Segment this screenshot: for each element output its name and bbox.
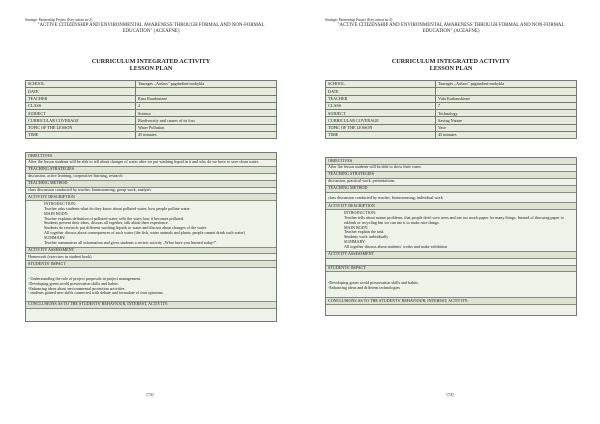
info-value: Tauragės „Aušros" pagrindinė mokykla: [436, 81, 577, 88]
conclusions-label: CONCLUSIONS AS TO THE STUDENTS' BEHAVIOUR, INTEREST, ACTIVITY:: [26, 302, 276, 309]
main-step: Students present their ideas, discuss all together, talk about their experience.: [44, 220, 169, 226]
strategies-text: discussion, practical work, presentations.: [326, 179, 576, 186]
info-row: [326, 117, 577, 124]
info-value: Vase: [436, 124, 577, 131]
info-table: [25, 80, 277, 139]
assessment-label: ACTIVITY ASSESSMENT: [326, 252, 576, 259]
info-key: SUBJECT: [326, 110, 436, 117]
info-key: CURRICULAR COVERAGE: [26, 117, 136, 124]
lesson-details: [25, 152, 277, 322]
info-value: Vida Karbauskienė: [436, 95, 577, 102]
info-key: CLASS: [26, 102, 136, 109]
info-value: [436, 88, 577, 95]
info-row: [326, 95, 577, 102]
activity-description: [26, 201, 276, 247]
objectives-label: OBJECTIVES: [26, 153, 276, 160]
info-key: SUBJECT: [26, 110, 136, 117]
info-value: 45 minutes: [436, 132, 577, 139]
project-title: "ACTIVE CITIZENSHIP AND ENVIRONMENTAL AWARENESS THROUGH FORMAL AND NON-FORMAL EDUCATION" (ACEAFNE): [337, 23, 565, 34]
info-value: [136, 88, 277, 95]
info-value: 45 minutes: [136, 132, 277, 139]
info-row: [26, 132, 277, 139]
impact-item: - students gained new skills connected with debate and formulate of own opinions;: [28, 290, 164, 296]
info-value: Science: [136, 110, 277, 117]
heading-lesson-plan: LESSON PLAN: [429, 65, 473, 73]
intro-text: Teacher tells about nature problems, that people don't save trees and use too much paper for many things. Instead of throwing paper to rubbish or recycling bin we can use it to make nice things.: [344, 214, 564, 225]
info-value: Tauragės „Aušros" pagrindinė mokykla: [136, 81, 277, 88]
project-line: Strategic Partnership Project (Key action no 2): [25, 18, 93, 22]
page-number: [74]: [446, 392, 454, 397]
info-row: [326, 88, 577, 95]
strategies-text: discussion, active learning, cooperative learning, research: [26, 174, 276, 181]
activity-label: ACTIVITY DESCRIPTION: [26, 194, 276, 201]
strategies-label: TEACHING STRATEGIES: [26, 167, 276, 174]
info-key: TIME: [326, 132, 436, 139]
conclusions-text: [326, 305, 576, 315]
info-row: [26, 117, 277, 124]
impact-label: STUDENTS' IMPACT: [326, 266, 576, 273]
assessment-text: Homework (exercises in student book): [26, 254, 276, 261]
info-row: [26, 102, 277, 109]
info-key: DATE: [326, 88, 436, 95]
info-row: [326, 102, 577, 109]
impact-item: -Enhancing ideas about environmental protection activities.: [28, 285, 126, 291]
conclusions-label: CONCLUSIONS AS TO THE STUDENTS' BEHAVIOUR, INTEREST, ACTIVITY:: [326, 298, 576, 305]
info-value: 2: [136, 102, 277, 109]
heading-lesson-plan: LESSON PLAN: [129, 65, 173, 73]
project-line: Strategic Partnership Project (Key action no 2): [325, 18, 393, 22]
right-page: [300, 0, 600, 424]
objectives-label: OBJECTIVES: [326, 158, 576, 165]
summary-text: All together discuss about students' works and make exhibition: [344, 244, 448, 250]
info-row: [326, 132, 577, 139]
objectives-text: After the lesson students will be able to show their vases: [326, 165, 576, 172]
impact-item: -Developing green world preservation skills and habits.: [28, 280, 119, 286]
method-text: class discussion conducted by teacher, brainstorming, individual work: [326, 193, 576, 204]
info-table: [325, 80, 577, 139]
impact-item: -Enhancing ideas and different technologies: [328, 284, 400, 290]
info-row: [26, 95, 277, 102]
main-step: Students do research: put different washing liquids to water and discuss about changes of the water.: [44, 225, 207, 231]
info-key: TOPIC OF THE LESSON: [26, 124, 136, 131]
assessment-label: ACTIVITY ASSESSMENT: [26, 248, 276, 255]
info-key: SCHOOL: [26, 81, 136, 88]
info-value: Water Pollution: [136, 124, 277, 131]
main-label: MAIN BODY:: [344, 224, 369, 230]
info-key: TEACHER: [326, 95, 436, 102]
info-key: CURRICULAR COVERAGE: [326, 117, 436, 124]
info-row: [26, 81, 277, 88]
info-row: [26, 124, 277, 131]
info-value: Saving Nature: [436, 117, 577, 124]
heading-activity: CURRICULUM INTEGRATED ACTIVITY: [91, 58, 211, 65]
info-row: [326, 110, 577, 117]
summary-label: SUMMARY:: [44, 235, 66, 241]
info-key: TOPIC OF THE LESSON: [326, 124, 436, 131]
strategies-label: TEACHING STRATEGIES: [326, 172, 576, 179]
main-step: Students work individually: [344, 234, 389, 240]
lesson-details: [325, 157, 577, 316]
method-label: TEACHING METHOD: [26, 181, 276, 188]
info-value: Rasa Raudonienė: [136, 95, 277, 102]
summary-text: Teacher summarises all information and gives students a review activity „What have you learned today?".: [44, 240, 218, 246]
info-key: SCHOOL: [326, 81, 436, 88]
objectives-text: After the lesson students will be able to tell about changes of water after we put washing liquid in it and why do we have to save clean water.: [26, 160, 276, 167]
impact-list: [26, 268, 276, 302]
page-number: [73]: [146, 392, 154, 397]
activity-description: [326, 210, 576, 251]
main-label: MAIN BODY:: [44, 210, 69, 216]
conclusions-text: [26, 309, 276, 321]
info-row: [26, 110, 277, 117]
impact-list: [326, 272, 576, 298]
info-value: 7: [436, 102, 577, 109]
doc-title: [325, 58, 577, 72]
heading-activity: CURRICULUM INTEGRATED ACTIVITY: [391, 58, 511, 65]
info-value: Technology: [436, 110, 577, 117]
doc-title: [25, 58, 277, 72]
impact-label: STUDENTS' IMPACT: [26, 261, 276, 268]
main-step: All together discuss about consequences of such water (the fish, water animals and plants, people cannot drink such water): [44, 230, 245, 236]
info-value: Biodiversity and causes of its loss: [136, 117, 277, 124]
main-step: Teacher explain the task: [344, 229, 384, 235]
intro-text: Teacher asks students what do they know about polluted water, how people pollute water.: [44, 205, 191, 211]
intro-label: INTRODUCTION:: [344, 209, 377, 215]
activity-label: ACTIVITY DESCRIPTION: [326, 203, 576, 210]
project-title: "ACTIVE CITIZENSHIP AND ENVIRONMENTAL AWARENESS THROUGH FORMAL AND NON-FORMAL EDUCATION" (ACEAFNE): [37, 23, 265, 34]
info-row: [326, 81, 577, 88]
info-key: DATE: [26, 88, 136, 95]
info-key: TIME: [26, 132, 136, 139]
info-key: CLASS: [326, 102, 436, 109]
info-key: TEACHER: [26, 95, 136, 102]
impact-item: -Developing green world preservation skills and habits.: [328, 279, 419, 285]
summary-label: SUMMARY:: [344, 239, 366, 245]
method-label: TEACHING METHOD: [326, 186, 576, 193]
info-row: [26, 88, 277, 95]
info-row: [326, 124, 577, 131]
intro-label: INTRODUCTION:: [44, 200, 77, 206]
method-text: class discussion conducted by teacher, brainstorming, group work, analysis: [26, 188, 276, 195]
main-step: Teacher explains definition of polluted water, tells the ways how it becomes polluted.: [44, 215, 184, 221]
impact-item: - Understanding the role of project proposals in project management.: [28, 275, 141, 281]
